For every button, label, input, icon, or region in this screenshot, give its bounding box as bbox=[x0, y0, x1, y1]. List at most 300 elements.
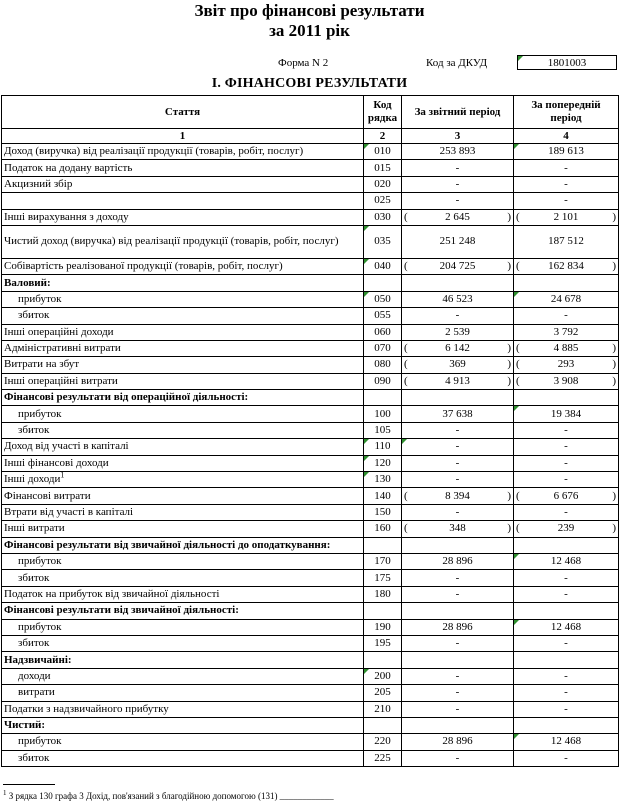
paren-open: ( bbox=[404, 358, 408, 371]
row-value-current bbox=[402, 570, 514, 586]
row-article bbox=[2, 291, 364, 307]
row-code-text: 060 bbox=[374, 325, 391, 338]
paren-close: ) bbox=[612, 489, 616, 502]
column-number: 3 bbox=[402, 129, 514, 144]
paren-close: ) bbox=[507, 522, 511, 535]
row-value-text: - bbox=[455, 456, 460, 469]
row-value-previous bbox=[514, 324, 619, 340]
row-value-text: 19 384 bbox=[550, 407, 582, 420]
row-value-text: - bbox=[455, 194, 460, 207]
row-value-previous bbox=[514, 734, 619, 750]
row-value-current bbox=[402, 225, 514, 258]
row-article bbox=[2, 537, 364, 553]
kod-dkud-text: 1801003 bbox=[547, 57, 587, 69]
row-value-text: 12 468 bbox=[550, 555, 582, 568]
row-code bbox=[364, 291, 402, 307]
table-row bbox=[2, 570, 619, 586]
row-value-text: - bbox=[564, 686, 568, 699]
paren-open: ( bbox=[516, 358, 520, 371]
row-value-current bbox=[402, 439, 514, 455]
table-header-row bbox=[2, 96, 619, 129]
row-value-previous bbox=[514, 553, 619, 569]
paren-close: ) bbox=[507, 210, 511, 223]
row-code-text: 105 bbox=[374, 424, 391, 437]
row-value-current bbox=[402, 193, 514, 209]
footnote-divider bbox=[3, 784, 55, 785]
column-number: 4 bbox=[514, 129, 619, 144]
row-code-text: 090 bbox=[374, 374, 391, 387]
row-code-text: 210 bbox=[374, 702, 391, 715]
row-value-text: 253 893 bbox=[439, 145, 476, 158]
paren-open: ( bbox=[404, 522, 408, 535]
row-value-current bbox=[402, 144, 514, 160]
footnote bbox=[3, 791, 334, 801]
row-value-text: - bbox=[455, 637, 460, 650]
row-article-text: прибуток bbox=[18, 735, 62, 748]
row-code bbox=[364, 603, 402, 619]
table-row bbox=[2, 472, 619, 488]
paren-close: ) bbox=[507, 374, 511, 387]
paren-open: ( bbox=[404, 260, 408, 273]
row-value-text: - bbox=[455, 751, 460, 764]
row-code bbox=[364, 635, 402, 651]
row-value-previous bbox=[514, 685, 619, 701]
report-title: Звіт про фінансові результати bbox=[194, 1, 425, 20]
row-value-previous bbox=[514, 521, 619, 537]
row-value-previous bbox=[514, 570, 619, 586]
row-article bbox=[2, 570, 364, 586]
row-article-text: Інші фінансові доходи bbox=[4, 456, 109, 469]
row-value-current bbox=[402, 603, 514, 619]
row-article-text: прибуток bbox=[18, 407, 62, 420]
row-code-text: 180 bbox=[374, 587, 391, 600]
row-value-current bbox=[402, 734, 514, 750]
row-value-previous bbox=[514, 619, 619, 635]
form-label: Форма N 2 bbox=[278, 57, 329, 69]
paren-open: ( bbox=[404, 210, 408, 223]
row-article-text: Собівартість реалізованої продукції (товарів, робіт, послуг) bbox=[4, 260, 283, 273]
paren-open: ( bbox=[516, 260, 520, 273]
row-article bbox=[2, 652, 364, 668]
row-code-text: 130 bbox=[374, 473, 391, 486]
row-value-previous bbox=[514, 258, 619, 274]
row-value-text: - bbox=[455, 309, 460, 322]
row-article bbox=[2, 357, 364, 373]
row-value-current bbox=[402, 357, 514, 373]
paren-open: ( bbox=[404, 342, 408, 355]
table-row bbox=[2, 144, 619, 160]
row-value-previous bbox=[514, 472, 619, 488]
row-value-previous bbox=[514, 455, 619, 471]
table-row bbox=[2, 668, 619, 684]
row-article-text: Інші вирахування з доходу bbox=[4, 210, 129, 223]
row-code bbox=[364, 537, 402, 553]
row-code-text: 150 bbox=[374, 506, 391, 518]
row-code bbox=[364, 717, 402, 733]
row-article-text: збиток bbox=[18, 309, 50, 322]
row-article-text: Податки з надзвичайного прибутку bbox=[4, 702, 169, 715]
row-article-text: Податок на додану вартість bbox=[4, 161, 133, 174]
table-row bbox=[2, 193, 619, 209]
row-code bbox=[364, 701, 402, 717]
row-value-text: - bbox=[564, 506, 568, 518]
row-code-text: 100 bbox=[374, 407, 391, 420]
row-article bbox=[2, 603, 364, 619]
row-value-current bbox=[402, 422, 514, 438]
row-value-previous bbox=[514, 308, 619, 324]
table-row bbox=[2, 635, 619, 651]
row-value-current bbox=[402, 406, 514, 422]
paren-close: ) bbox=[612, 374, 616, 387]
row-value-text: 24 678 bbox=[550, 292, 582, 305]
table-row bbox=[2, 373, 619, 389]
row-article bbox=[2, 734, 364, 750]
footnote-ref: 1 bbox=[60, 471, 65, 480]
row-value-previous bbox=[514, 160, 619, 176]
row-article bbox=[2, 685, 364, 701]
row-article-text: збиток bbox=[18, 424, 50, 437]
row-code bbox=[364, 488, 402, 504]
row-code bbox=[364, 472, 402, 488]
row-value-current bbox=[402, 750, 514, 766]
table-row bbox=[2, 390, 619, 406]
row-article-text: Чистий: bbox=[4, 719, 46, 732]
row-code-text: 225 bbox=[374, 751, 391, 764]
row-value-current bbox=[402, 308, 514, 324]
row-code-text: 200 bbox=[374, 669, 391, 682]
row-value-text: - bbox=[455, 686, 460, 699]
section-title: І. ФІНАНСОВІ РЕЗУЛЬТАТИ bbox=[211, 76, 408, 91]
row-value-text: - bbox=[564, 309, 568, 322]
table-row bbox=[2, 439, 619, 455]
row-article bbox=[2, 488, 364, 504]
cell-marker-icon bbox=[514, 144, 519, 149]
cell-marker-icon bbox=[402, 439, 407, 444]
row-value-text: 46 523 bbox=[442, 292, 473, 305]
row-value-text: 28 896 bbox=[442, 620, 473, 633]
row-article-text: Фінансові результати від операційної діяльності: bbox=[4, 391, 249, 404]
row-article-text: Інші витрати bbox=[4, 522, 65, 535]
row-value-text: 28 896 bbox=[442, 555, 473, 568]
row-value-text: 2 645 bbox=[445, 210, 470, 223]
row-article bbox=[2, 308, 364, 324]
row-value-current bbox=[402, 324, 514, 340]
row-article bbox=[2, 406, 364, 422]
row-code bbox=[364, 553, 402, 569]
cell-marker-icon bbox=[364, 292, 369, 297]
cell-marker-icon bbox=[518, 56, 523, 61]
cell-marker-icon bbox=[364, 472, 369, 477]
row-code-text: 110 bbox=[374, 440, 391, 453]
paren-close: ) bbox=[507, 342, 511, 355]
kod-dkud-value bbox=[517, 55, 617, 70]
row-code bbox=[364, 668, 402, 684]
row-value-current bbox=[402, 652, 514, 668]
row-value-previous bbox=[514, 668, 619, 684]
row-code-text: 195 bbox=[374, 637, 391, 650]
row-code bbox=[364, 176, 402, 192]
paren-close: ) bbox=[507, 489, 511, 502]
row-article-text: Чистий доход (виручка) від реалізації продукції (товарів, робіт, послуг) bbox=[4, 235, 339, 248]
row-article bbox=[2, 504, 364, 520]
row-code bbox=[364, 275, 402, 291]
table-row bbox=[2, 553, 619, 569]
cell-marker-icon bbox=[364, 669, 369, 674]
row-value-previous bbox=[514, 504, 619, 520]
table-row bbox=[2, 258, 619, 274]
table-row bbox=[2, 603, 619, 619]
row-value-text: - bbox=[564, 424, 568, 437]
paren-close: ) bbox=[612, 342, 616, 355]
row-value-previous bbox=[514, 176, 619, 192]
financial-results-table bbox=[1, 95, 619, 767]
row-value-current bbox=[402, 521, 514, 537]
paren-open: ( bbox=[516, 374, 520, 387]
row-code-text: 160 bbox=[374, 522, 391, 535]
header-article: Стаття bbox=[2, 96, 364, 129]
row-article-text: збиток bbox=[18, 751, 50, 764]
row-value-current bbox=[402, 160, 514, 176]
row-value-text: 8 394 bbox=[445, 489, 470, 502]
row-value-text: 239 bbox=[557, 522, 575, 535]
row-value-previous bbox=[514, 635, 619, 651]
row-code-text: 050 bbox=[374, 292, 391, 305]
row-article bbox=[2, 619, 364, 635]
row-code-text: 220 bbox=[374, 735, 391, 748]
column-number-row bbox=[2, 129, 619, 144]
row-article-text: Податок на прибуток від звичайної діяльності bbox=[4, 587, 220, 600]
row-value-text: - bbox=[455, 177, 460, 190]
row-article bbox=[2, 340, 364, 356]
row-value-previous bbox=[514, 390, 619, 406]
row-code bbox=[364, 144, 402, 160]
row-article bbox=[2, 209, 364, 225]
cell-marker-icon bbox=[364, 456, 369, 461]
row-code bbox=[364, 521, 402, 537]
row-article bbox=[2, 258, 364, 274]
row-code-text: 190 bbox=[374, 620, 391, 633]
row-value-text: - bbox=[564, 161, 568, 174]
row-value-current bbox=[402, 717, 514, 733]
paren-open: ( bbox=[516, 342, 520, 355]
row-value-text: 348 bbox=[449, 522, 466, 535]
row-article bbox=[2, 553, 364, 569]
row-article bbox=[2, 717, 364, 733]
cell-marker-icon bbox=[514, 734, 519, 739]
table-row bbox=[2, 209, 619, 225]
row-code-text: 140 bbox=[374, 489, 391, 502]
table-row bbox=[2, 357, 619, 373]
row-code bbox=[364, 439, 402, 455]
row-value-text: 6 676 bbox=[553, 489, 579, 502]
header-previous: За попередній період bbox=[514, 96, 619, 129]
row-value-current bbox=[402, 668, 514, 684]
row-article-text: Доход від участі в капіталі bbox=[4, 440, 129, 453]
row-code bbox=[364, 685, 402, 701]
row-code-text: 205 bbox=[374, 686, 391, 699]
paren-open: ( bbox=[516, 522, 520, 535]
row-article-text: Адміністративні витрати bbox=[4, 342, 121, 355]
paren-open: ( bbox=[404, 374, 408, 387]
row-value-text: - bbox=[455, 702, 460, 715]
row-value-previous bbox=[514, 291, 619, 307]
row-value-current bbox=[402, 373, 514, 389]
cell-marker-icon bbox=[364, 226, 369, 231]
row-code bbox=[364, 324, 402, 340]
row-article-text: прибуток bbox=[18, 292, 62, 305]
cell-marker-icon bbox=[364, 259, 369, 264]
row-article-text: Фінансові результати від звичайної діяльності до оподаткування: bbox=[4, 538, 331, 551]
row-value-text: 4 885 bbox=[553, 342, 579, 355]
row-value-current bbox=[402, 488, 514, 504]
row-value-text: 369 bbox=[449, 358, 466, 371]
header-current: За звітний період bbox=[402, 96, 514, 129]
row-value-text: - bbox=[455, 506, 460, 518]
row-code bbox=[364, 258, 402, 274]
table-row bbox=[2, 652, 619, 668]
row-code bbox=[364, 373, 402, 389]
row-article bbox=[2, 275, 364, 291]
paren-close: ) bbox=[612, 522, 616, 535]
row-value-text: - bbox=[455, 473, 460, 486]
row-code-text: 030 bbox=[374, 210, 391, 223]
row-value-previous bbox=[514, 144, 619, 160]
table-row bbox=[2, 275, 619, 291]
row-code bbox=[364, 308, 402, 324]
row-value-text: - bbox=[455, 571, 460, 584]
row-value-previous bbox=[514, 357, 619, 373]
row-code-text: 055 bbox=[374, 309, 391, 322]
paren-close: ) bbox=[507, 260, 511, 273]
table-row bbox=[2, 717, 619, 733]
row-value-text: - bbox=[564, 473, 568, 486]
row-value-current bbox=[402, 275, 514, 291]
cell-marker-icon bbox=[514, 406, 519, 411]
paren-close: ) bbox=[612, 210, 616, 223]
row-code-text: 035 bbox=[374, 235, 391, 248]
row-value-previous bbox=[514, 209, 619, 225]
row-article-text: Доход (виручка) від реалізації продукції (товарів, робіт, послуг) bbox=[4, 145, 304, 158]
table-row bbox=[2, 340, 619, 356]
row-value-text: 3 908 bbox=[553, 374, 579, 387]
row-value-current bbox=[402, 504, 514, 520]
report-period: за 2011 рік bbox=[269, 21, 350, 40]
row-value-current bbox=[402, 176, 514, 192]
row-value-text: - bbox=[564, 702, 568, 715]
cell-marker-icon bbox=[514, 620, 519, 625]
table-row bbox=[2, 406, 619, 422]
row-value-text: 12 468 bbox=[550, 735, 582, 748]
row-value-text: 187 512 bbox=[548, 235, 584, 248]
row-article bbox=[2, 160, 364, 176]
row-value-text: 3 792 bbox=[553, 325, 579, 338]
row-article bbox=[2, 144, 364, 160]
row-value-previous bbox=[514, 586, 619, 602]
row-value-text: - bbox=[455, 424, 460, 437]
row-value-text: - bbox=[564, 194, 568, 207]
row-code bbox=[364, 357, 402, 373]
row-value-current bbox=[402, 390, 514, 406]
row-value-text: 293 bbox=[557, 358, 575, 371]
row-article bbox=[2, 324, 364, 340]
row-code bbox=[364, 225, 402, 258]
row-article bbox=[2, 668, 364, 684]
row-code-text: 040 bbox=[374, 260, 391, 273]
row-value-text: 162 834 bbox=[548, 260, 584, 273]
row-value-current bbox=[402, 209, 514, 225]
table-row bbox=[2, 291, 619, 307]
row-value-text: 37 638 bbox=[442, 407, 473, 420]
row-article bbox=[2, 176, 364, 192]
row-code bbox=[364, 619, 402, 635]
row-value-previous bbox=[514, 422, 619, 438]
row-article bbox=[2, 193, 364, 209]
row-code-text: 010 bbox=[374, 145, 391, 158]
row-article-text: Інші доходи bbox=[4, 473, 61, 486]
row-code bbox=[364, 406, 402, 422]
row-article bbox=[2, 701, 364, 717]
row-value-previous bbox=[514, 603, 619, 619]
row-code bbox=[364, 586, 402, 602]
table-row bbox=[2, 225, 619, 258]
row-value-text: 251 248 bbox=[439, 235, 476, 248]
table-row bbox=[2, 750, 619, 766]
row-value-current bbox=[402, 586, 514, 602]
row-value-previous bbox=[514, 225, 619, 258]
row-article-text: Інші операційні доходи bbox=[4, 325, 114, 338]
table-row bbox=[2, 422, 619, 438]
row-value-text: - bbox=[564, 637, 568, 650]
cell-marker-icon bbox=[514, 292, 519, 297]
row-code bbox=[364, 570, 402, 586]
row-code-text: 120 bbox=[374, 456, 391, 469]
row-code-text: 015 bbox=[374, 161, 391, 174]
row-article bbox=[2, 750, 364, 766]
row-article bbox=[2, 373, 364, 389]
cell-marker-icon bbox=[364, 439, 369, 444]
row-value-previous bbox=[514, 275, 619, 291]
row-article bbox=[2, 439, 364, 455]
row-code bbox=[364, 734, 402, 750]
row-article bbox=[2, 586, 364, 602]
row-code-text: 070 bbox=[374, 342, 391, 355]
row-value-current bbox=[402, 258, 514, 274]
row-value-text: 189 613 bbox=[548, 145, 584, 158]
row-code bbox=[364, 193, 402, 209]
row-value-previous bbox=[514, 193, 619, 209]
row-value-text: - bbox=[564, 669, 568, 682]
table-row bbox=[2, 455, 619, 471]
row-value-text: 6 142 bbox=[445, 342, 470, 355]
row-value-current bbox=[402, 701, 514, 717]
row-article-text: Втрати від участі в капіталі bbox=[4, 506, 134, 518]
row-value-text: - bbox=[455, 669, 460, 682]
row-value-previous bbox=[514, 439, 619, 455]
kod-dkud-label: Код за ДКУД bbox=[426, 57, 488, 69]
row-value-text: 2 539 bbox=[445, 325, 470, 338]
row-article-text: Інші операційні витрати bbox=[4, 374, 118, 387]
paren-close: ) bbox=[507, 358, 511, 371]
row-value-text: 2 101 bbox=[553, 210, 579, 223]
row-code-text: 175 bbox=[374, 571, 391, 584]
row-value-text: - bbox=[455, 440, 460, 453]
cell-marker-icon bbox=[364, 144, 369, 149]
row-article bbox=[2, 422, 364, 438]
paren-open: ( bbox=[516, 210, 520, 223]
table-row bbox=[2, 176, 619, 192]
row-article-text: збиток bbox=[18, 637, 50, 650]
row-value-text: - bbox=[455, 161, 460, 174]
